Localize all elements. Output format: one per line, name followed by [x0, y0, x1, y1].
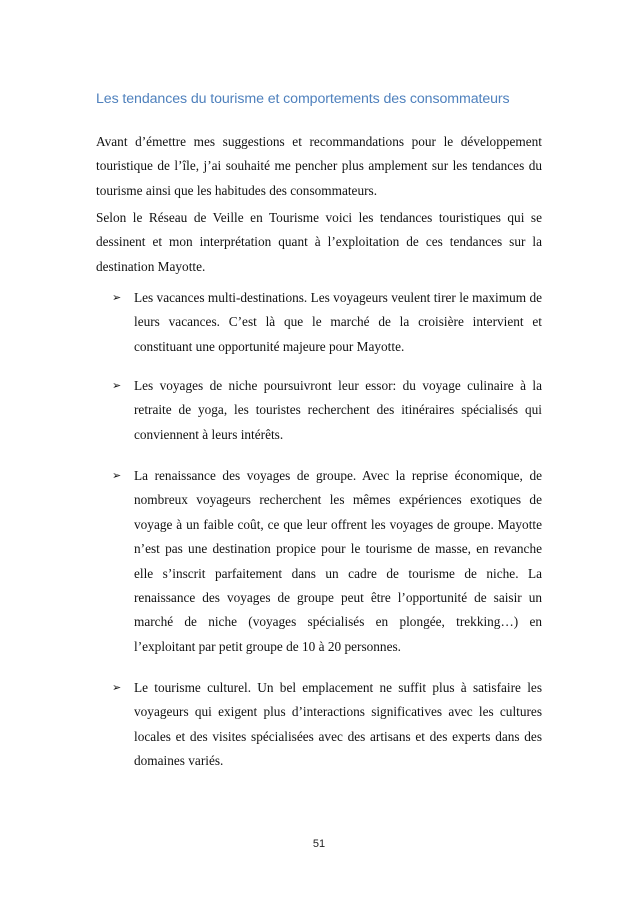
page-number: 51 [312, 838, 326, 850]
bullet-text: Le tourisme culturel. Un bel emplacement ne suffit plus à satisfaire les voyageurs qui exigent plus d’interactions significatives avec les cultures locales et des visites spécialisées avec des artisans et des experts dans des domaines variés. [134, 680, 542, 769]
arrow-bullet-icon: ➢ [112, 379, 122, 392]
source-paragraph: Selon le Réseau de Veille en Tourisme voici les tendances touristiques qui se dessinent et mon interprétation quant à l’exploitation de ces tendances sur la destination Mayotte. [96, 210, 542, 274]
arrow-bullet-icon: ➢ [112, 681, 122, 694]
bullet-text: Les voyages de niche poursuivront leur essor: du voyage culinaire à la retraite de yoga, les touristes recherchent des itinéraires spécialisés qui conviennent à leurs intérêts. [134, 378, 542, 442]
arrow-bullet-icon: ➢ [112, 469, 122, 482]
section-heading: Les tendances du tourisme et comportements des consommateurs [96, 91, 510, 107]
arrow-bullet-icon: ➢ [112, 291, 122, 304]
bullet-text: La renaissance des voyages de groupe. Avec la reprise économique, de nombreux voyageurs recherchent les mêmes expériences exotiques de voyage à un faible coût, ce que leur offrent les voyages de groupe. Mayotte n’est pas une destination propice pour le tourisme de masse, en revanche elle s’inscrit parfaitement dans un cadre de tourisme de niche. La renaissance des voyages de groupe peut être l’opportunité de saisir un marché de niche (voyages spécialisés en plongée, trekking…) en l’exploitant par petit groupe de 10 à 20 personnes. [134, 468, 542, 654]
intro-paragraph: Avant d’émettre mes suggestions et recommandations pour le développement touristique de l’île, j’ai souhaité me pencher plus amplement sur les tendances du tourisme ainsi que les habitudes des consommateurs. [96, 134, 542, 198]
bullet-text: Les vacances multi-destinations. Les voyageurs veulent tirer le maximum de leurs vacances. C’est là que le marché de la croisière intervient et constituant une opportunité majeure pour Mayotte. [134, 290, 542, 354]
